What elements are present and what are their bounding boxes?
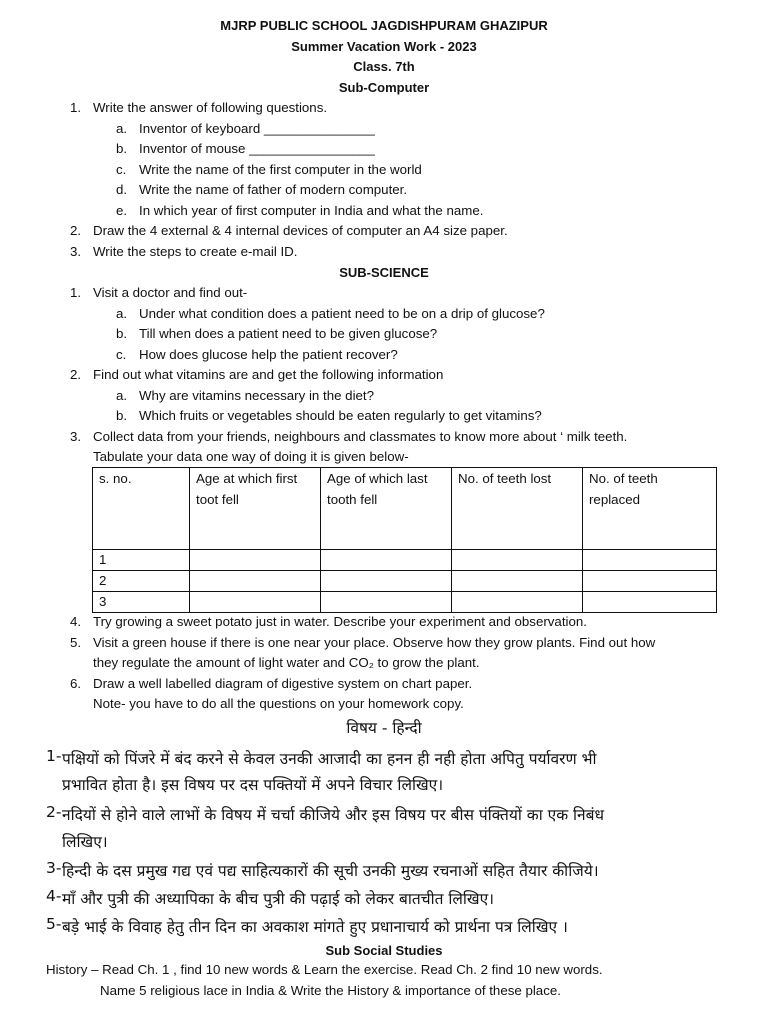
sub-mark: b. bbox=[116, 326, 128, 341]
homework-note: Note- you have to do all the questions on your homework copy. bbox=[93, 696, 464, 711]
table-row bbox=[93, 592, 717, 613]
column-header: Age at which first toot fell bbox=[190, 468, 321, 550]
column-header: Age of which last tooth fell bbox=[321, 468, 452, 550]
question-text: Visit a doctor and find out- bbox=[93, 285, 248, 300]
social-heading: Sub Social Studies bbox=[325, 943, 443, 958]
table-cell[interactable] bbox=[583, 592, 717, 613]
sub-mark: b. bbox=[116, 408, 128, 423]
question-text: Draw a well labelled diagram of digestive system on chart paper. bbox=[93, 676, 473, 691]
question-number: 5- bbox=[46, 915, 62, 933]
sub-text: Write the name of the first computer in the world bbox=[139, 162, 422, 177]
sub-text: Till when does a patient need to be given glucose? bbox=[139, 326, 438, 341]
table-cell[interactable] bbox=[190, 571, 321, 592]
question-text-continued: लिखिए। bbox=[62, 833, 108, 851]
question-text-continued: they regulate the amount of light water and CO₂ to grow the plant. bbox=[93, 655, 480, 670]
sub-text: Inventor of mouse _________________ bbox=[139, 141, 375, 156]
sub-text: In which year of first computer in India and what the name. bbox=[139, 203, 484, 218]
question-text: Visit a green house if there is one near your place. Observe how they grow plants. Find out how bbox=[93, 635, 656, 650]
question-number: 2- bbox=[46, 803, 62, 821]
question-text: Write the steps to create e-mail ID. bbox=[93, 244, 298, 259]
sub-text: Under what condition does a patient need to be on a drip of glucose? bbox=[139, 306, 545, 321]
question-number: 1. bbox=[70, 285, 82, 300]
question-text-continued: प्रभावित होता है। इस विषय पर दस पक्तियों में अपने विचार लिखिए। bbox=[62, 776, 444, 794]
sub-mark: a. bbox=[116, 388, 128, 403]
question-text: Draw the 4 external & 4 internal devices of computer an A4 size paper. bbox=[93, 223, 508, 238]
question-number: 3. bbox=[70, 244, 82, 259]
sub-mark: a. bbox=[116, 306, 128, 321]
column-header: s. no. bbox=[93, 468, 190, 550]
column-header: No. of teeth lost bbox=[452, 468, 583, 550]
question-text: माँ और पुत्री की अध्यापिका के बीच पुत्री की पढ़ाई को लेकर बातचीत लिखिए। bbox=[62, 890, 495, 908]
question-text: हिन्दी के दस प्रमुख गद्य एवं पद्य साहित्यकारों की सूची उनकी मुख्य रचनाओं सहित तैयार कीजिये। bbox=[62, 862, 599, 880]
table-cell: 3 bbox=[93, 592, 190, 613]
table-cell[interactable] bbox=[583, 550, 717, 571]
sub-text: How does glucose help the patient recover? bbox=[139, 347, 398, 362]
table-cell[interactable] bbox=[452, 592, 583, 613]
table-cell[interactable] bbox=[190, 592, 321, 613]
question-number: 4- bbox=[46, 887, 62, 905]
sub-text: Which fruits or vegetables should be eaten regularly to get vitamins? bbox=[139, 408, 542, 423]
question-number: 1- bbox=[46, 747, 62, 765]
question-text: बड़े भाई के विवाह हेतु तीन दिन का अवकाश मांगते हुए प्रधानाचार्य को प्रार्थना पत्र लिखिए । bbox=[62, 918, 568, 936]
table-header-row bbox=[93, 468, 717, 550]
question-text: Find out what vitamins are and get the following information bbox=[93, 367, 444, 382]
question-number: 5. bbox=[70, 635, 82, 650]
question-text: Write the answer of following questions. bbox=[93, 100, 328, 115]
table-cell[interactable] bbox=[190, 550, 321, 571]
table-cell[interactable] bbox=[321, 550, 452, 571]
question-number: 2. bbox=[70, 367, 82, 382]
table-cell[interactable] bbox=[452, 550, 583, 571]
table-cell: 2 bbox=[93, 571, 190, 592]
table-row bbox=[93, 550, 717, 571]
table-cell[interactable] bbox=[583, 571, 717, 592]
question-number: 4. bbox=[70, 614, 82, 629]
question-text: नदियों से होने वाले लाभों के विषय में चर्चा कीजिये और इस विषय पर बीस पंक्तियों का एक निबंध bbox=[62, 806, 605, 824]
sub-mark: a. bbox=[116, 121, 128, 136]
table-cell[interactable] bbox=[321, 592, 452, 613]
sub-mark: c. bbox=[116, 162, 127, 177]
religious-places-instruction: Name 5 religious lace in India & Write the History & importance of these place. bbox=[100, 983, 561, 998]
sub-mark: b. bbox=[116, 141, 128, 156]
sub-mark: c. bbox=[116, 347, 127, 362]
question-text: पक्षियों को पिंजरे में बंद करने से केवल उनकी आजादी का हनन ही नही होता अपितु पर्यावरण भी bbox=[62, 750, 597, 768]
table-row bbox=[93, 571, 717, 592]
computer-heading: Sub-Computer bbox=[338, 80, 430, 95]
sub-text: Inventor of keyboard _______________ bbox=[139, 121, 375, 136]
sub-mark: e. bbox=[116, 203, 128, 218]
sub-text: Write the name of father of modern computer. bbox=[139, 182, 408, 197]
table-cell[interactable] bbox=[321, 571, 452, 592]
question-number: 3. bbox=[70, 429, 82, 444]
question-number: 2. bbox=[70, 223, 82, 238]
column-header: No. of teeth replaced bbox=[583, 468, 717, 550]
hindi-heading: विषय - हिन्दी bbox=[346, 719, 422, 737]
table-cell: 1 bbox=[93, 550, 190, 571]
science-heading: SUB-SCIENCE bbox=[339, 265, 429, 280]
table-cell[interactable] bbox=[452, 571, 583, 592]
question-number: 6. bbox=[70, 676, 82, 691]
school-name: MJRP PUBLIC SCHOOL JAGDISHPURAM GHAZIPUR bbox=[220, 18, 548, 33]
sub-mark: d. bbox=[116, 182, 128, 197]
question-text: Try growing a sweet potato just in water. Describe your experiment and observation. bbox=[93, 614, 587, 629]
history-instruction: History – Read Ch. 1 , find 10 new words & Learn the exercise. Read Ch. 2 find 10 new words. bbox=[46, 962, 603, 977]
question-number: 3- bbox=[46, 859, 62, 877]
milk-teeth-table bbox=[92, 467, 717, 613]
sub-text: Why are vitamins necessary in the diet? bbox=[139, 388, 375, 403]
question-number: 1. bbox=[70, 100, 82, 115]
question-text-continued: Tabulate your data one way of doing it is given below- bbox=[93, 449, 409, 464]
class-label: Class. 7th bbox=[353, 59, 415, 74]
work-title: Summer Vacation Work - 2023 bbox=[291, 39, 477, 54]
question-text: Collect data from your friends, neighbours and classmates to know more about ‘ milk teeth. bbox=[93, 429, 628, 444]
